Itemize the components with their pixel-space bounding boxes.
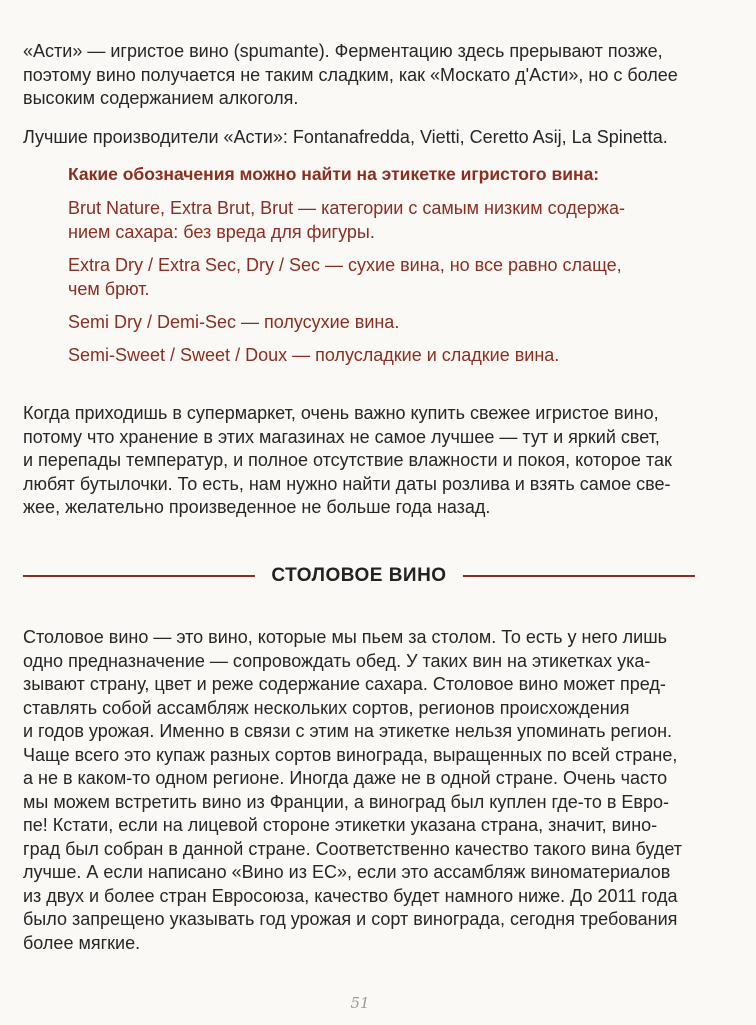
text-line: из двух и более стран Евросоюза, качество будет намного ниже. До 2011 года xyxy=(23,885,678,906)
label-term-item xyxy=(68,343,708,367)
text-line: потому что хранение в этих магазинах не самое лучшее — тут и яркий свет, xyxy=(23,426,660,447)
text-line: более мягкие. xyxy=(23,932,141,953)
text-line: зывают страну, цвет и реже содержание сахара. Столовое вино может пред- xyxy=(23,674,666,694)
text-line: а не в каком-то одном регионе. Иногда даже не в одной стране. Очень часто xyxy=(23,768,668,788)
text-line: «Асти» — игристое вино (spumante). Ферментацию здесь прерывают позже, xyxy=(23,41,663,61)
text-line: было запрещено указывать год урожая и сорт винограда, сегодня требования xyxy=(23,909,678,929)
text-line: поэтому вино получается не таким сладким, как «Москато д'Асти», но с более xyxy=(23,64,678,85)
text-line: лучше. А если написано «Вино из ЕС», если это ассамбляж виноматериалов xyxy=(23,862,671,882)
text-line: и перепады температур, и полное отсутствие влажности и покоя, которое так xyxy=(23,450,672,470)
text-line: град был собран в данной стране. Соответственно качество такого вина будет xyxy=(23,838,683,859)
label-terms-heading: Какие обозначения можно найти на этикетке игристого вина: xyxy=(68,164,600,184)
text-line: ставлять собой ассамбляж нескольких сортов, регионов происхождения xyxy=(23,697,630,718)
text-line: пе! Кстати, если на лицевой стороне этикетки указана страна, значит, вино- xyxy=(23,815,658,835)
text-line: мы можем встретить вино из Франции, а виноград был куплен где-то в Евро- xyxy=(23,791,669,812)
text-line: Brut Nature, Extra Brut, Brut — категории с самым низким содержа- xyxy=(68,198,625,218)
producers-paragraph xyxy=(23,126,733,150)
table-wine-paragraph xyxy=(23,626,733,955)
intro-paragraph xyxy=(23,40,733,111)
page-number: 51 xyxy=(350,994,370,1012)
text-line: чем брют. xyxy=(68,279,150,299)
text-line: Extra Dry / Extra Sec, Dry / Sec — сухие вина, но все равно слаще, xyxy=(68,255,622,275)
divider-right xyxy=(463,575,695,577)
text-line: одно предназначение — сопровождать обед. У таких вин на этикетках ука- xyxy=(23,650,651,671)
text-line: любят бутылочки. То есть, нам нужно найти даты розлива и взять самое све- xyxy=(23,473,671,494)
text-line: Когда приходишь в супермаркет, очень важно купить свежее игристое вино, xyxy=(23,403,659,423)
text-line: и годов урожая. Именно в связи с этим на этикетке нельзя упоминать регион. xyxy=(23,721,673,741)
text-line: Лучшие производители «Асти»: Fontanafredda, Vietti, Ceretto Asij, La Spinetta. xyxy=(23,127,668,147)
label-terms-box xyxy=(68,162,708,376)
label-term-item xyxy=(68,196,708,244)
text-line: Столовое вино — это вино, которые мы пьем за столом. То есть у него лишь xyxy=(23,627,668,647)
divider-left xyxy=(23,575,255,577)
label-term-item xyxy=(68,253,708,301)
text-line: Чаще всего это купаж разных сортов винограда, выращенных по всей стране, xyxy=(23,744,678,765)
supermarket-paragraph xyxy=(23,402,733,520)
section-title: СТОЛОВОЕ ВИНО xyxy=(271,565,447,586)
text-line: нием сахара: без вреда для фигуры. xyxy=(68,222,375,242)
text-line: Semi-Sweet / Sweet / Doux — полусладкие и сладкие вина. xyxy=(68,345,560,365)
text-line: высоким содержанием алкоголя. xyxy=(23,88,299,108)
text-line: Semi Dry / Demi-Sec — полусухие вина. xyxy=(68,312,400,332)
section-header xyxy=(23,563,695,589)
text-line: жее, желательно произведенное не больше года назад. xyxy=(23,497,491,517)
label-term-item xyxy=(68,310,708,334)
